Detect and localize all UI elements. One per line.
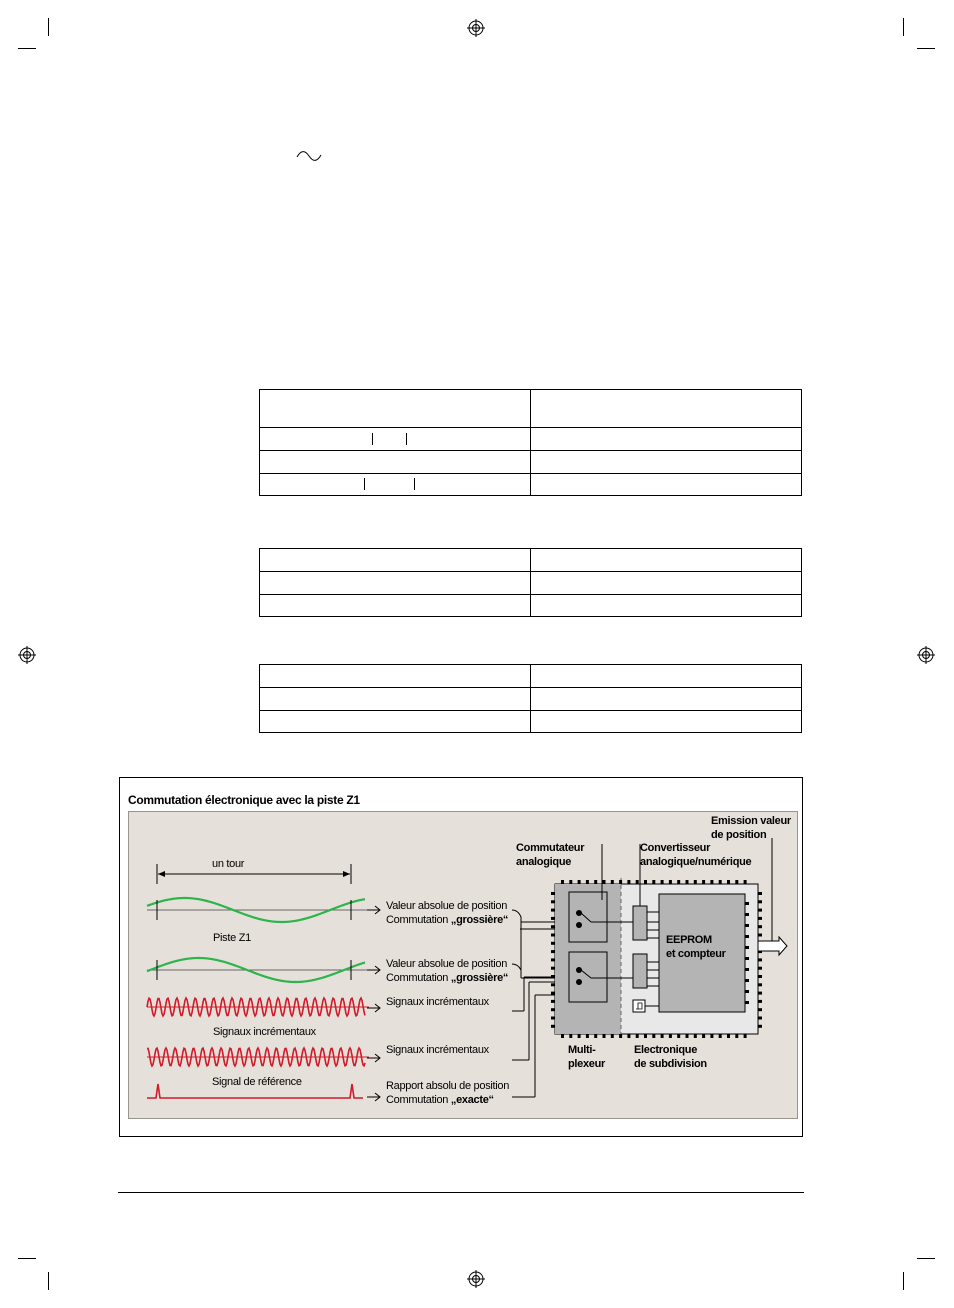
chip-pin [551,942,555,945]
chip-pin [594,880,597,884]
chip-pin [758,925,762,928]
chip-pin [569,880,572,884]
cell-divider-mark [414,478,415,490]
chip-pin [578,1034,581,1038]
chip-pin [710,1034,713,1038]
crop-mark [903,18,904,36]
chip-pin [710,880,713,884]
commutation-grossiere-2-label [386,972,508,985]
table-row [260,428,802,451]
chip-pin [652,1034,655,1038]
chip-pin [551,1025,555,1028]
analogique-label: analogique [516,856,572,868]
crop-mark [917,48,935,49]
adc-block-1 [633,906,647,940]
table-cell [260,549,531,572]
chip-pin [644,880,647,884]
crop-mark [18,48,36,49]
signaux-incrementaux-out-2-label: Signaux incrémentaux [386,1044,489,1056]
chip-pin [758,958,762,961]
chip-pin [619,880,622,884]
chip-pin [686,1034,689,1038]
exacte-text: „exacte“ [450,1094,494,1106]
chip-pin [551,967,555,970]
chip-pin [745,990,749,993]
chip-pin [561,1034,564,1038]
chip-pin [758,917,762,920]
table-cell [531,665,802,688]
table-row [260,451,802,474]
table-cell [531,390,802,428]
chip-pin [702,1034,705,1038]
chip-pin [661,880,664,884]
trigger-block [633,1000,645,1012]
tour-arrow-head-right [343,871,350,877]
chip-pin [745,957,749,960]
switch-contact [576,979,582,985]
chip-pin [758,1000,762,1003]
chip-pin [745,979,749,982]
chip-pin [551,958,555,961]
subdivision-label: de subdivision [634,1058,707,1070]
crosshair-registration-icon [467,1270,485,1288]
chip-pin [758,934,762,937]
commutation-text: Commutation [386,1094,451,1106]
grossiere-text: „grossière“ [450,914,509,926]
table-cell [260,688,531,711]
chip-pin [758,909,762,912]
crop-mark [917,1258,935,1259]
chip-pin [627,1034,630,1038]
chip-pin [758,1025,762,1028]
chip-pin [758,975,762,978]
chip-pin [551,934,555,937]
chip-pin [551,1017,555,1020]
chip-pin [636,1034,639,1038]
un-tour-label: un tour [212,858,245,870]
chip-pin [702,880,705,884]
convertisseur-type-label: analogique/numérique [640,856,752,868]
table-row [260,595,802,617]
chip-pin [551,1000,555,1003]
chip-pin [719,1034,722,1038]
table-2 [259,548,802,617]
chip-pin [551,975,555,978]
cell-divider-mark [372,433,373,445]
figure-title: Commutation électronique avec la piste Z1 [128,793,360,807]
rapport-absolu-label: Rapport absolu de position [386,1080,510,1092]
chip-pin [594,1034,597,1038]
chip-pin [644,1034,647,1038]
chip-pin [694,1034,697,1038]
chip-pin [719,880,722,884]
chip-pin [745,902,749,905]
chip-pin [603,1034,606,1038]
chip-pin [758,892,762,895]
chip-pin [677,880,680,884]
multiplexeur-label-2: plexeur [568,1058,606,1070]
piste-z1-label: Piste Z1 [213,932,251,944]
adc-block-2 [633,954,647,988]
chip-pin [745,946,749,949]
chip-pin [551,892,555,895]
table-cell [260,451,531,474]
chip-pin [735,880,738,884]
chip-pin [745,968,749,971]
chip-pin [551,909,555,912]
chip-pin [745,924,749,927]
table-cell [260,428,531,451]
analog-switch-1 [569,892,607,942]
chip-pin [735,1034,738,1038]
chip-pin [758,900,762,903]
table-cell [531,474,802,496]
chip-pin [611,1034,614,1038]
valeur-absolue-2-label: Valeur absolue de position [386,958,508,970]
eeprom-compteur-label: et compteur [666,948,726,960]
tour-arrow-head-left [158,871,165,877]
grossiere-text: „grossière“ [450,972,509,984]
signal-arrows [367,906,380,1101]
eeprom-label: EEPROM [666,934,712,946]
crosshair-registration-icon [467,19,485,37]
table-cell [531,688,802,711]
table-cell [531,428,802,451]
chip-pin [758,1017,762,1020]
table-cell [260,711,531,733]
signaux-incrementaux-out-1-label: Signaux incrémentaux [386,996,489,1008]
table-row [260,665,802,688]
chip-pin [551,983,555,986]
chip-pin [652,880,655,884]
sine-wave-icon [296,149,322,163]
chip-pin [611,880,614,884]
cell-divider-mark [364,478,365,490]
chip-pin [744,1034,747,1038]
chip-pin [636,880,639,884]
table-row [260,390,802,428]
electronique-label: Electronique [634,1044,698,1056]
switch-contact [576,922,582,928]
table-row [260,711,802,733]
chip-pin [578,880,581,884]
chip-pin [551,1008,555,1011]
crop-mark [48,1272,49,1290]
commutation-figure [119,777,803,1137]
chip-pin [745,935,749,938]
chip-pin [745,1001,749,1004]
chip-pin [569,1034,572,1038]
chip-pin [758,992,762,995]
chip-pin [758,983,762,986]
chip-pin [727,1034,730,1038]
chip-pin [727,880,730,884]
table-cell [531,595,802,617]
table-cell [260,665,531,688]
table-cell [260,595,531,617]
chip-pin [561,880,564,884]
chip-pin [551,925,555,928]
analog-switch-2 [569,952,607,1002]
chip-pin [586,880,589,884]
emission-position-label: de position [711,829,767,841]
commutateur-label: Commutateur [516,842,585,854]
chip-pin [669,880,672,884]
emission-label: Emission valeur [711,815,791,827]
chip-pin [758,1008,762,1011]
chip-pin [551,950,555,953]
chip-pin [627,880,630,884]
chip-pin [551,992,555,995]
table-1 [259,389,802,496]
commutation-text: Commutation [386,972,451,984]
table-cell [260,474,531,496]
table-row [260,549,802,572]
commutation-grossiere-1-label [386,914,508,927]
chip-pin [551,917,555,920]
crosshair-registration-icon [917,646,935,664]
table-3 [259,664,802,733]
chip-pin [758,967,762,970]
chip-pin [586,1034,589,1038]
commutation-text: Commutation [386,914,451,926]
chip-pin [619,1034,622,1038]
table-row [260,474,802,496]
figure-panel [128,811,798,1119]
crop-mark [903,1272,904,1290]
table-cell [531,549,802,572]
crop-mark [48,18,49,36]
chip-pin [744,880,747,884]
crop-mark [18,1258,36,1259]
chip-pin [551,900,555,903]
chip-pin [669,1034,672,1038]
table-cell [531,572,802,595]
valeur-absolue-1-label: Valeur absolue de position [386,900,508,912]
signaux-incrementaux-label: Signaux incrémentaux [213,1026,316,1038]
table-cell [531,711,802,733]
commutation-exacte-label [386,1094,494,1107]
crosshair-registration-icon [18,646,36,664]
chip-pin [661,1034,664,1038]
chip-pin [745,913,749,916]
table-cell [260,572,531,595]
chip-pin [686,880,689,884]
table-row [260,572,802,595]
cell-divider-mark [406,433,407,445]
convertisseur-label: Convertisseur [640,842,711,854]
bottom-rule [118,1192,804,1193]
table-cell [531,451,802,474]
chip-pin [603,880,606,884]
chip-pin [694,880,697,884]
signal-reference-label: Signal de référence [212,1076,302,1088]
multiplexeur-label: Multi- [568,1044,596,1056]
table-cell [260,390,531,428]
chip-pin [677,1034,680,1038]
table-row [260,688,802,711]
